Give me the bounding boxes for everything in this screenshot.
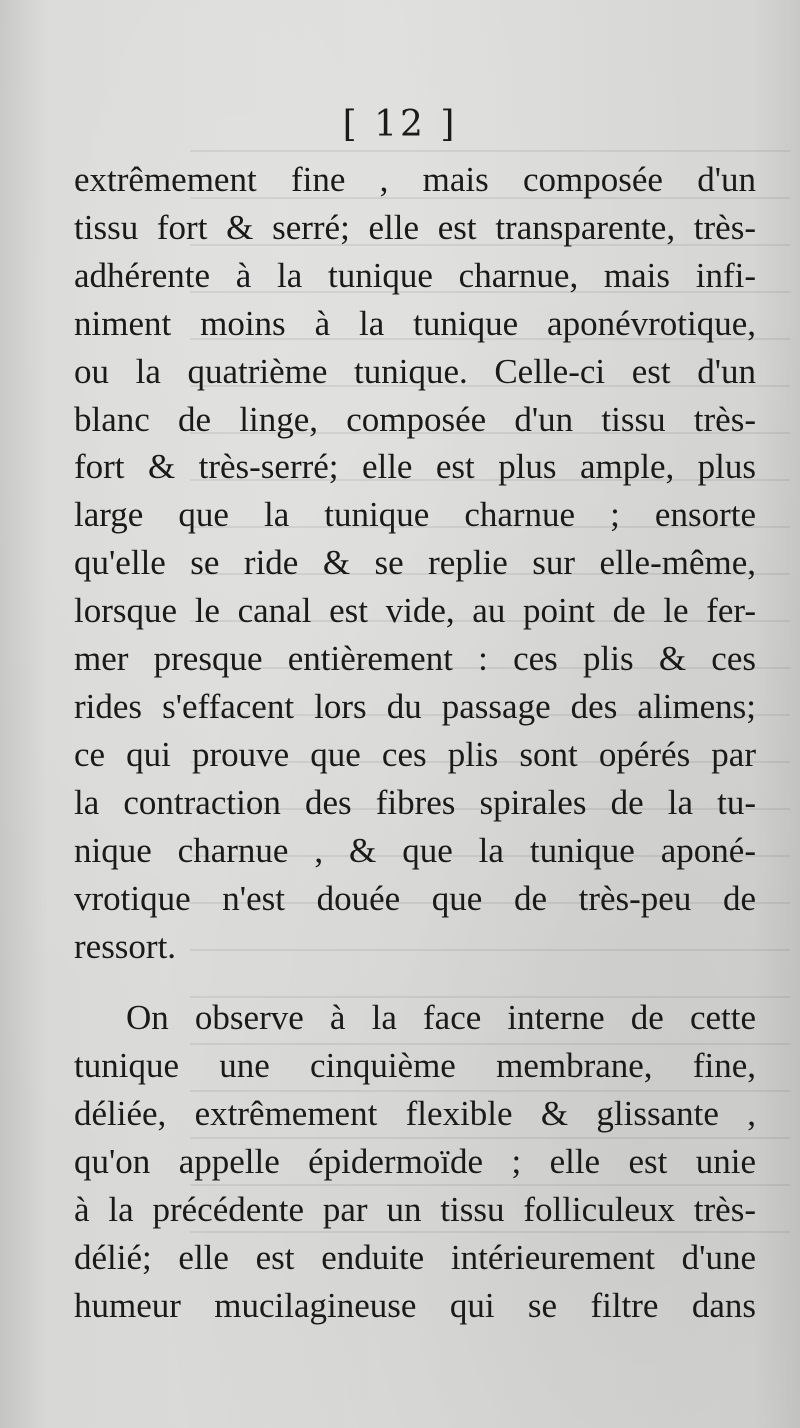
paragraph-1 — [74, 156, 756, 970]
text-line: ressort. — [74, 926, 177, 966]
text-line: blanc de linge, composée d'un tissu très- — [74, 399, 756, 439]
text-line: tissu fort & serré; elle est transparente, très- — [74, 207, 756, 247]
text-line: large que la tunique charnue ; ensorte — [74, 495, 756, 535]
body-text — [74, 156, 756, 1330]
text-line: vrotique n'est douée que de très-peu de — [74, 878, 756, 918]
text-line: à la précédente par un tissu folliculeux très- — [74, 1190, 756, 1230]
text-line: ce qui prouve que ces plis sont opérés par — [74, 734, 756, 774]
text-line: déliée, extrêmement flexible & glissante , — [74, 1094, 756, 1134]
text-line: mer presque entièrement : ces plis & ces — [74, 639, 756, 679]
text-line: ou la quatrième tunique. Celle-ci est d'un — [74, 351, 756, 391]
text-line: la contraction des fibres spirales de la tu- — [74, 782, 756, 822]
text-line: tunique une cinquième membrane, fine, — [74, 1046, 756, 1086]
text-line: fort & très-serré; elle est plus ample, plus — [74, 447, 756, 487]
text-line: humeur mucilagineuse qui se filtre dans — [74, 1285, 756, 1325]
text-line: qu'elle se ride & se replie sur elle-même, — [74, 543, 756, 583]
text-line: extrêmement fine , mais composée d'un — [74, 160, 756, 199]
text-line: qu'on appelle épidermoïde ; elle est unie — [74, 1142, 756, 1182]
text-line: On observe à la face interne de cette — [126, 998, 756, 1038]
text-line: rides s'effacent lors du passage des alimens; — [74, 686, 756, 726]
text-line: niment moins à la tunique aponévrotique, — [74, 303, 756, 343]
text-line: nique charnue , & que la tunique aponé- — [74, 830, 756, 870]
paragraph-gap — [74, 970, 756, 994]
text-line: adhérente à la tunique charnue, mais infi- — [74, 255, 756, 295]
text-line: lorsque le canal est vide, au point de le fer- — [74, 591, 756, 631]
paragraph-2 — [74, 994, 756, 1329]
page-number: [ 12 ] — [342, 104, 458, 145]
text-line: délié; elle est enduite intérieurement d'une — [74, 1237, 756, 1277]
